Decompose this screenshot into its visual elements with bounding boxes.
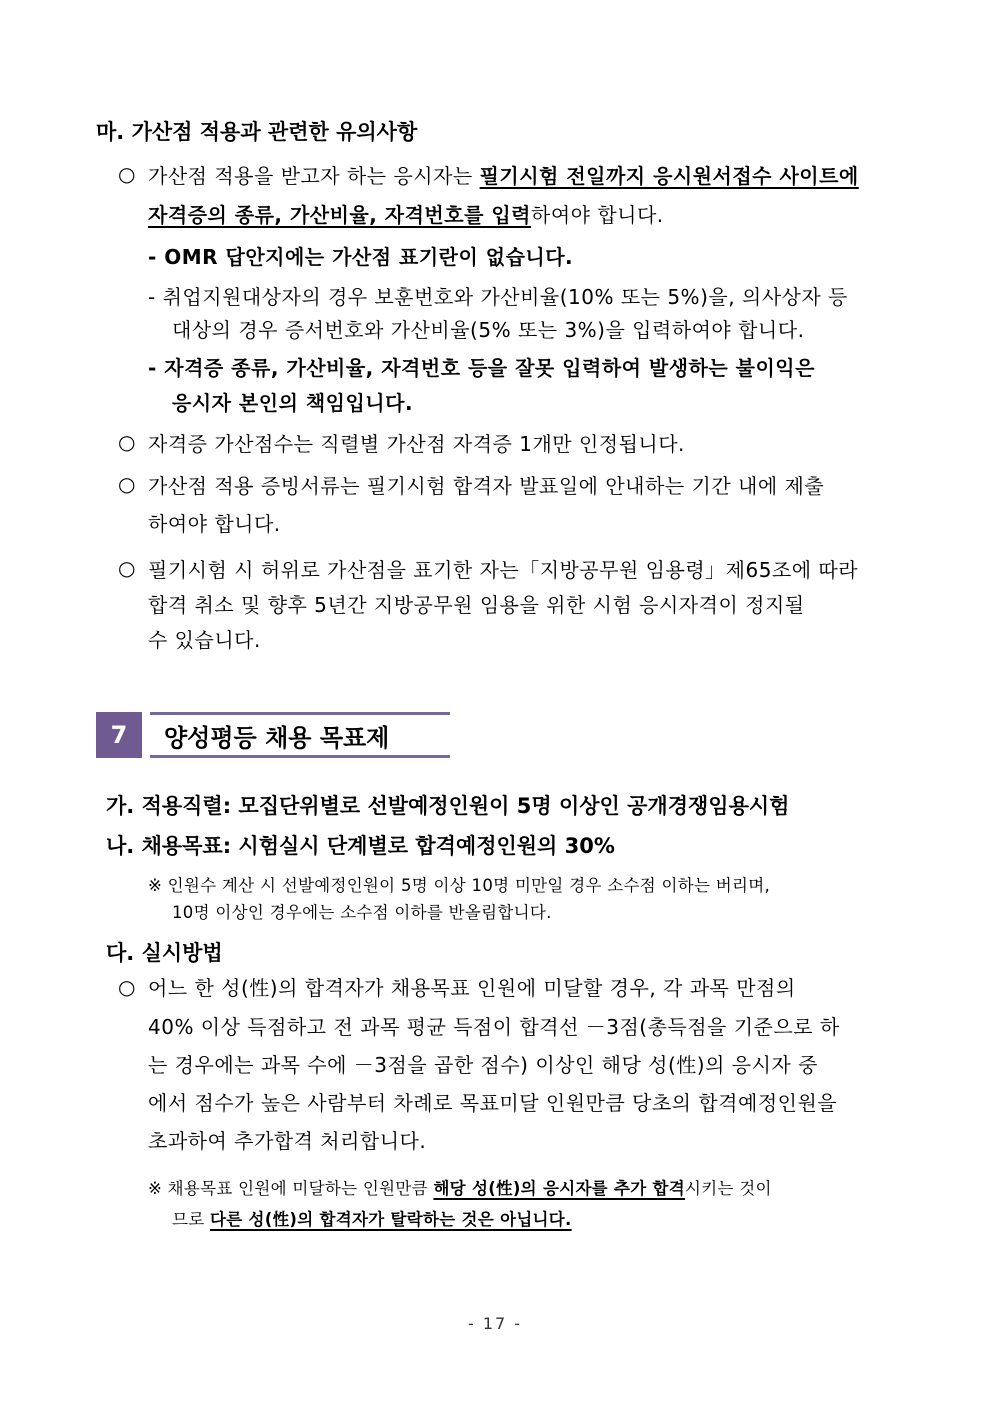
section-title: 양성평등 채용 목표제 — [150, 712, 450, 758]
da-bullet-line1: 어느 한 성(性)의 합격자가 채용목표 인원에 미달할 경우, 각 과목 만점의 — [148, 976, 796, 1000]
da-bullet-line5: 초과하여 추가합격 처리합니다. — [148, 1129, 427, 1153]
note2-underline2: 다른 성(性)의 합격자가 탈락하는 것은 아닙니다. — [210, 1210, 572, 1229]
ma-b1-underline2: 자격증의 종류, 가산비율, 자격번호를 입력 — [148, 203, 531, 227]
ma-bullet2: 자격증 가산점수는 직렬별 가산점 자격증 1개만 인정됩니다. — [148, 432, 685, 456]
da-bullet-line2: 40% 이상 득점하고 전 과목 평균 득점이 합격선 －3점(총득점을 기준으로 하 — [148, 1015, 840, 1039]
da-bullet-line4: 에서 점수가 높은 사람부터 차례로 목표미달 인원만큼 당초의 합격예정인원을 — [148, 1091, 838, 1115]
na-heading: 나. 채용목표: 시험실시 단계별로 합격예정인원의 30% — [106, 834, 615, 858]
ma-dash1: - OMR 답안지에는 가산점 표기란이 없습니다. — [148, 245, 574, 269]
ma-bullet1-line2 — [148, 199, 664, 228]
da-bullet-line3: 는 경우에는 과목 수에 －3점을 곱한 점수) 이상인 해당 성(性)의 응시자 중 — [148, 1053, 818, 1077]
bullet-circle: ○ — [118, 556, 136, 580]
ma-bullet4-line2: 합격 취소 및 향후 5년간 지방공무원 임용을 위한 시험 응시자격이 정지될 — [148, 593, 805, 617]
section-ma-heading: 마. 가산점 적용과 관련한 유의사항 — [96, 120, 418, 144]
ma-b1-plain2: 하여야 합니다. — [531, 203, 664, 227]
ga-heading: 가. 적용직렬: 모집단위별로 선발예정인원이 5명 이상인 공개경쟁임용시험 — [106, 794, 790, 818]
ma-dash2-line2: 대상의 경우 증서번호와 가산비율(5% 또는 3%)을 입력하여야 합니다. — [172, 318, 805, 342]
bullet-circle: ○ — [118, 975, 136, 999]
note2-plain2: 므로 — [172, 1210, 211, 1229]
ma-dash3-line2: 응시자 본인의 책임입니다. — [172, 391, 414, 415]
da-heading: 다. 실시방법 — [106, 941, 223, 965]
note2-line2 — [172, 1206, 572, 1230]
ma-bullet3-line2: 하여야 합니다. — [148, 512, 281, 536]
note1-line1: ※ 인원수 계산 시 선발예정인원이 5명 이상 10명 미만일 경우 소수점 이하는 버리며, — [148, 876, 771, 895]
bullet-circle: ○ — [118, 472, 136, 496]
bullet-circle: ○ — [118, 430, 136, 454]
note1-line2: 10명 이상인 경우에는 소수점 이하를 반올림합니다. — [172, 903, 552, 922]
note2-plain: ※ 채용목표 인원에 미달하는 인원만큼 — [148, 1179, 434, 1198]
page-number: - 17 - — [468, 1314, 523, 1333]
ma-dash3-line1: - 자격증 종류, 가산비율, 자격번호 등을 잘못 입력하여 발생하는 불이익은 — [148, 356, 815, 380]
bullet-circle: ○ — [118, 162, 136, 186]
ma-b1-plain: 가산점 적용을 받고자 하는 응시자는 — [148, 164, 480, 188]
ma-bullet4-line1: 필기시험 시 허위로 가산점을 표기한 자는「지방공무원 임용령」제65조에 따라 — [148, 558, 859, 582]
ma-bullet3-line1: 가산점 적용 증빙서류는 필기시험 합격자 발표일에 안내하는 기간 내에 제출 — [148, 474, 825, 498]
section-number-box: 7 — [96, 712, 142, 758]
note2-line1 — [148, 1175, 772, 1199]
ma-bullet4-line3: 수 있습니다. — [148, 628, 261, 652]
ma-bullet1-line1 — [148, 160, 898, 189]
note2-underline: 해당 성(性)의 응시자를 추가 합격 — [433, 1179, 685, 1198]
note2-tail: 시키는 것이 — [684, 1179, 772, 1198]
ma-b1-underline: 필기시험 전일까지 응시원서접수 사이트에 — [479, 164, 859, 188]
ma-dash2-line1: - 취업지원대상자의 경우 보훈번호와 가산비율(10% 또는 5%)을, 의사상자 등 — [148, 285, 848, 309]
